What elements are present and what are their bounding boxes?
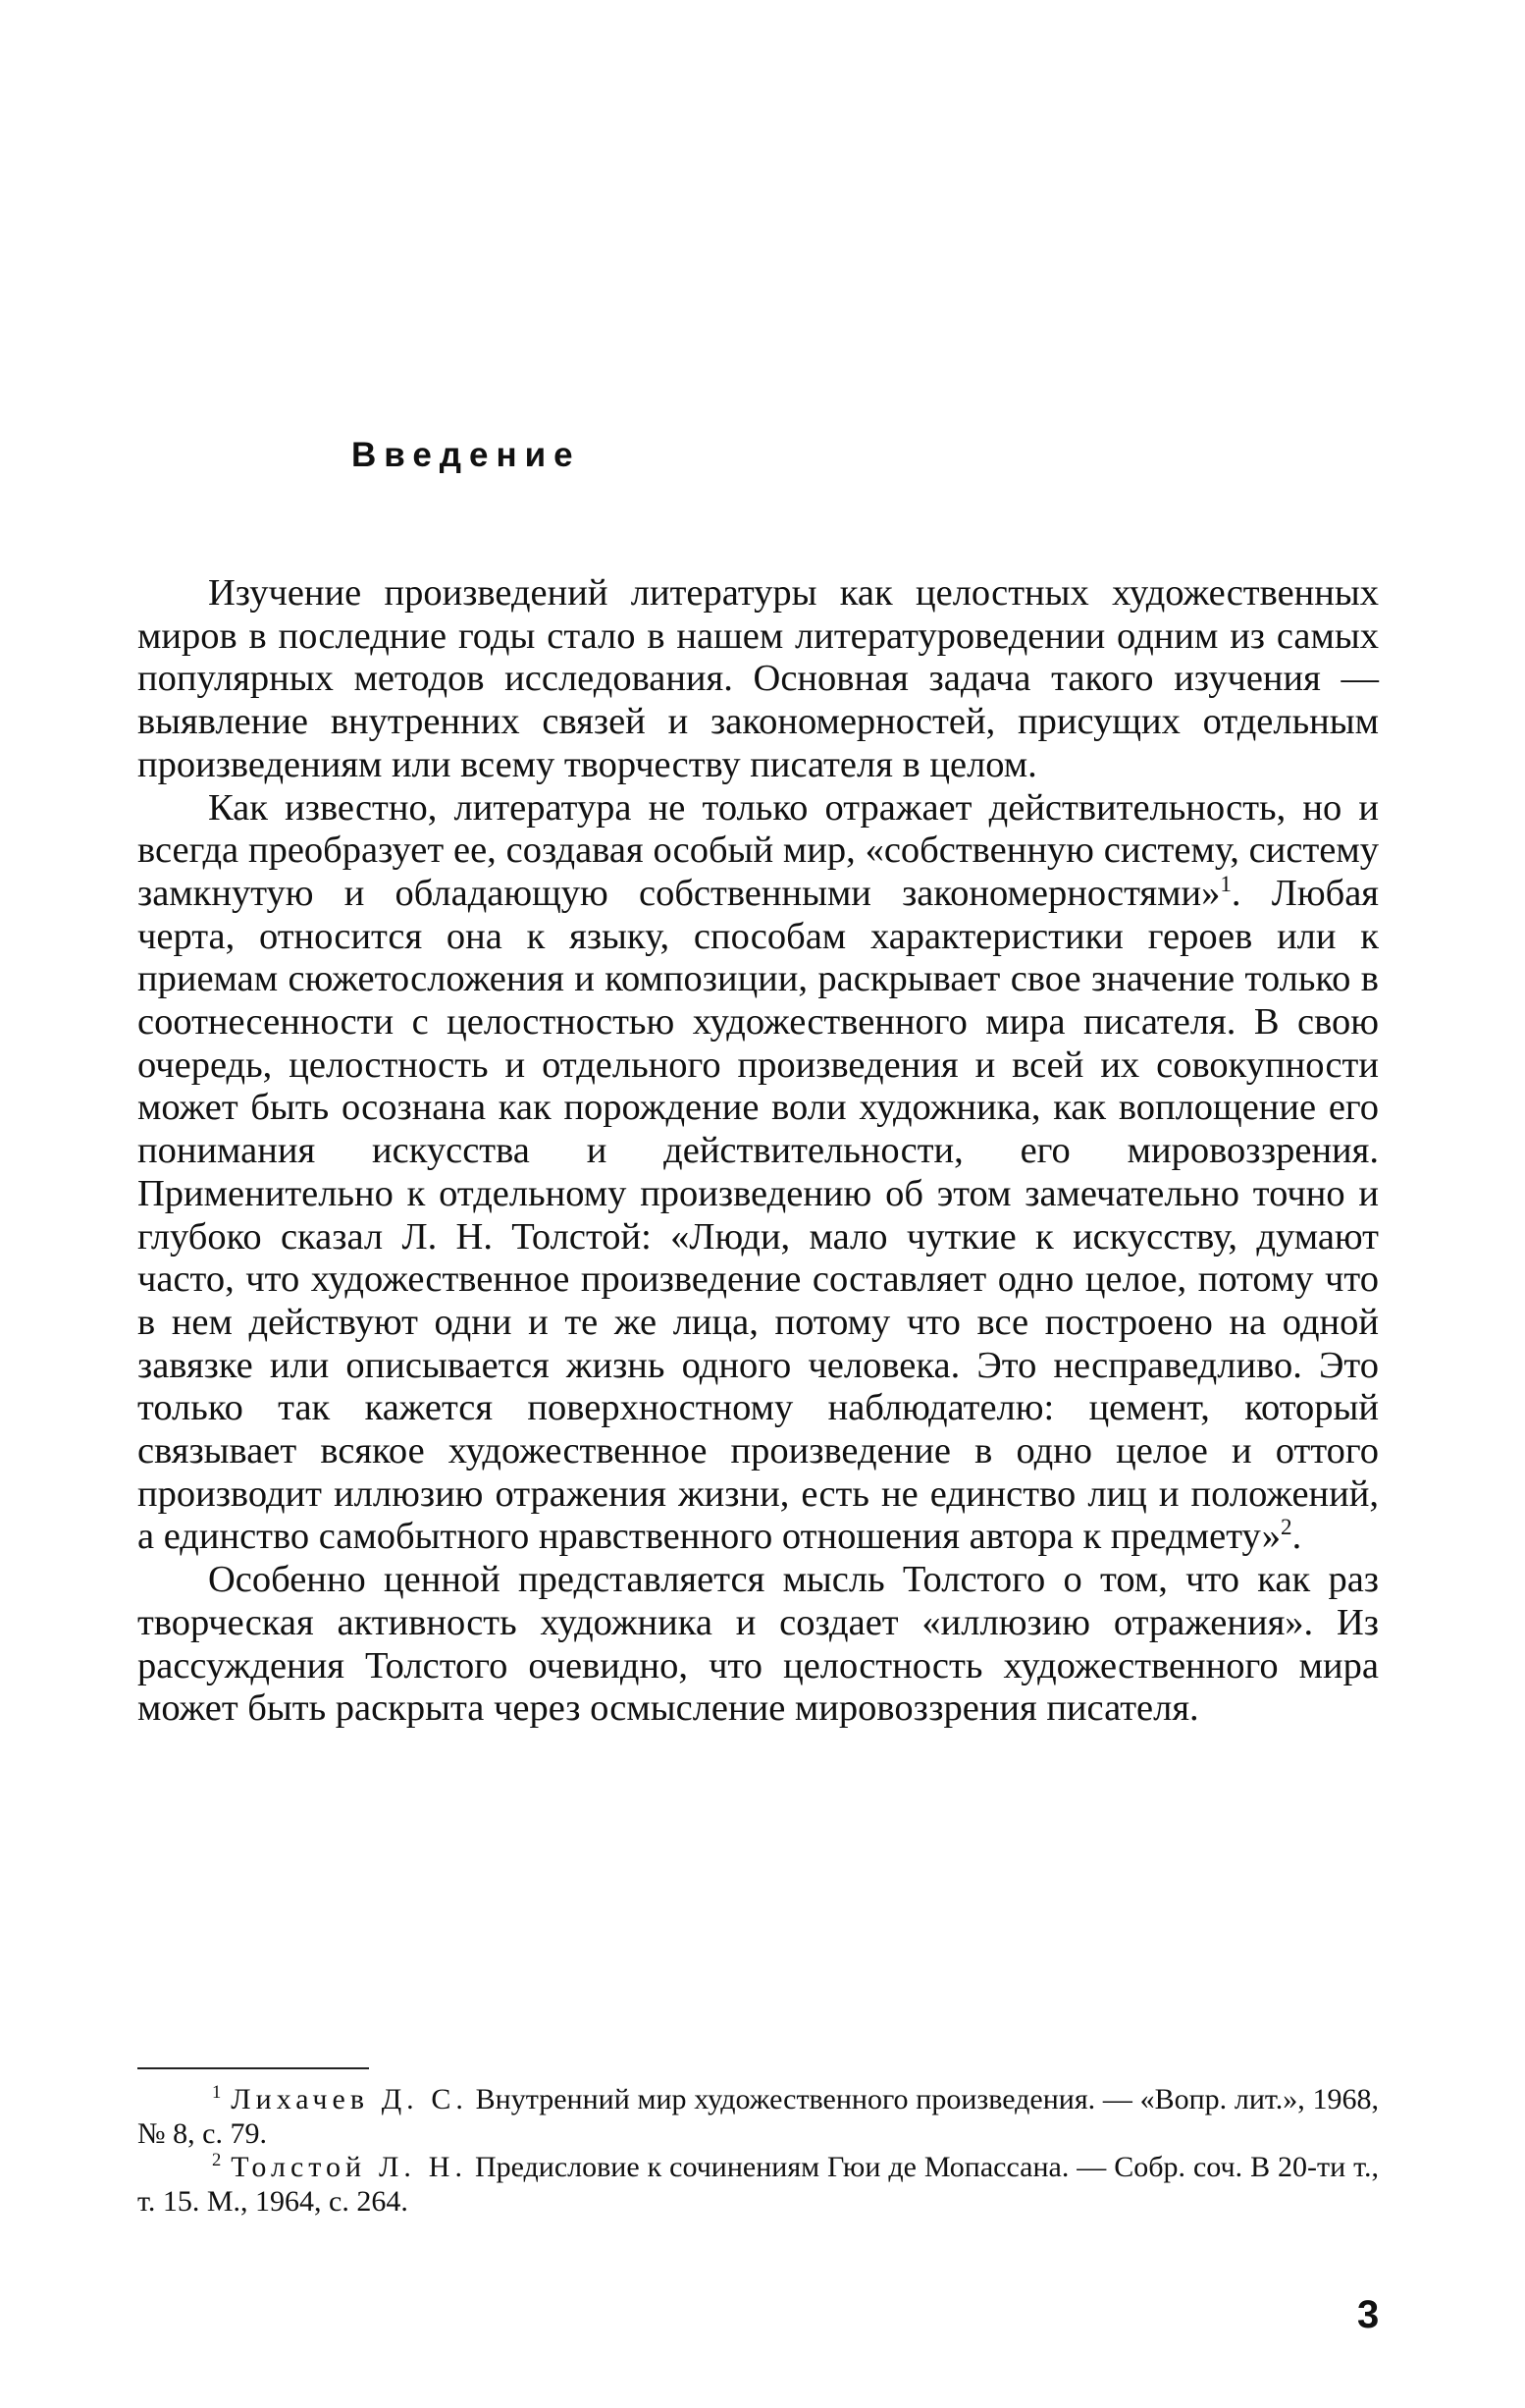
footnote-1-author: Лихачев Д. С. xyxy=(231,2083,468,2115)
paragraph-2-text-b: . Любая черта, относится она к языку, способам характеристики героев или к приемам сюжетосложения и композиции, раскрывает свое значение только в соотнесенности с целостностью художественного мира писателя. В свою очередь, целостность и отдельного произведения и всей их совокупности может быть осознана как порождение воли художника, как воплощение его понимания искусства и действительности, его мировоззрения. Применительно к отдельному произведению об этом замечательно точно и глубоко сказал Л. Н. Толстой: «Люди, мало чуткие к искусству, думают часто, что художественное произведение составляет одно целое, потому что в нем действуют одни и те же лица, потому что все построено на одной завязке или описывается жизнь одного человека. Это несправедливо. Это только так кажется поверхностному наблюдателю: цемент, который связывает всякое художественное произведение в одно целое и оттого производит иллюзию отражения жизни, есть не единство лиц и положений, а единство самобытного нравственного отношения автора к предмету» xyxy=(137,872,1379,1558)
footnotes xyxy=(137,2083,1379,2219)
footnote-2 xyxy=(137,2151,1379,2219)
paragraph-2-text-a: Как известно, литература не только отражает действительность, но и всегда преобразует ее, создавая особый мир, «собственную систему, систему замкнутую и обладающую собственными закономерностями» xyxy=(137,786,1379,914)
footnote-ref-1[interactable]: 1 xyxy=(1220,871,1232,897)
footnote-1 xyxy=(137,2083,1379,2151)
footnote-1-number: 1 xyxy=(212,2082,222,2103)
paragraph-2-text-c: . xyxy=(1291,1516,1302,1558)
footnote-ref-2[interactable]: 2 xyxy=(1281,1514,1292,1540)
footnote-divider xyxy=(137,2067,369,2069)
paragraph-3-text: Особенно ценной представляется мысль Толстого о том, что как раз творческая активность художника и создает «иллюзию отражения». Из рассуждения Толстого очевидно, что целостность художественного мира может быть раскрыта через осмысление мировоззрения писателя. xyxy=(137,1559,1379,1730)
chapter-heading: Введение xyxy=(351,436,581,474)
main-text xyxy=(137,572,1379,1731)
paragraph-1 xyxy=(137,572,1379,787)
paragraph-1-text: Изучение произведений литературы как целостных художественных миров в последние годы стало в нашем литературоведении одним из самых популярных методов исследования. Основная задача такого изучения — выявление внутренних связей и закономерностей, присущих отдельным произведениям или всему творчеству писателя в целом. xyxy=(137,572,1379,785)
paragraph-3 xyxy=(137,1559,1379,1731)
footnote-2-text: Предисловие к сочинениям Гюи де Мопассана. — Собр. соч. В 20-ти т., т. 15. М., 1964, с. 264. xyxy=(137,2151,1380,2218)
footnote-2-author: Толстой Л. Н. xyxy=(231,2151,467,2183)
footnote-2-number: 2 xyxy=(212,2150,222,2170)
footnote-1-text: Внутренний мир художественного произведения. — «Вопр. лит.», 1968, № 8, с. 79. xyxy=(137,2083,1379,2150)
page-number: 3 xyxy=(1357,2293,1380,2336)
paragraph-2 xyxy=(137,787,1379,1560)
